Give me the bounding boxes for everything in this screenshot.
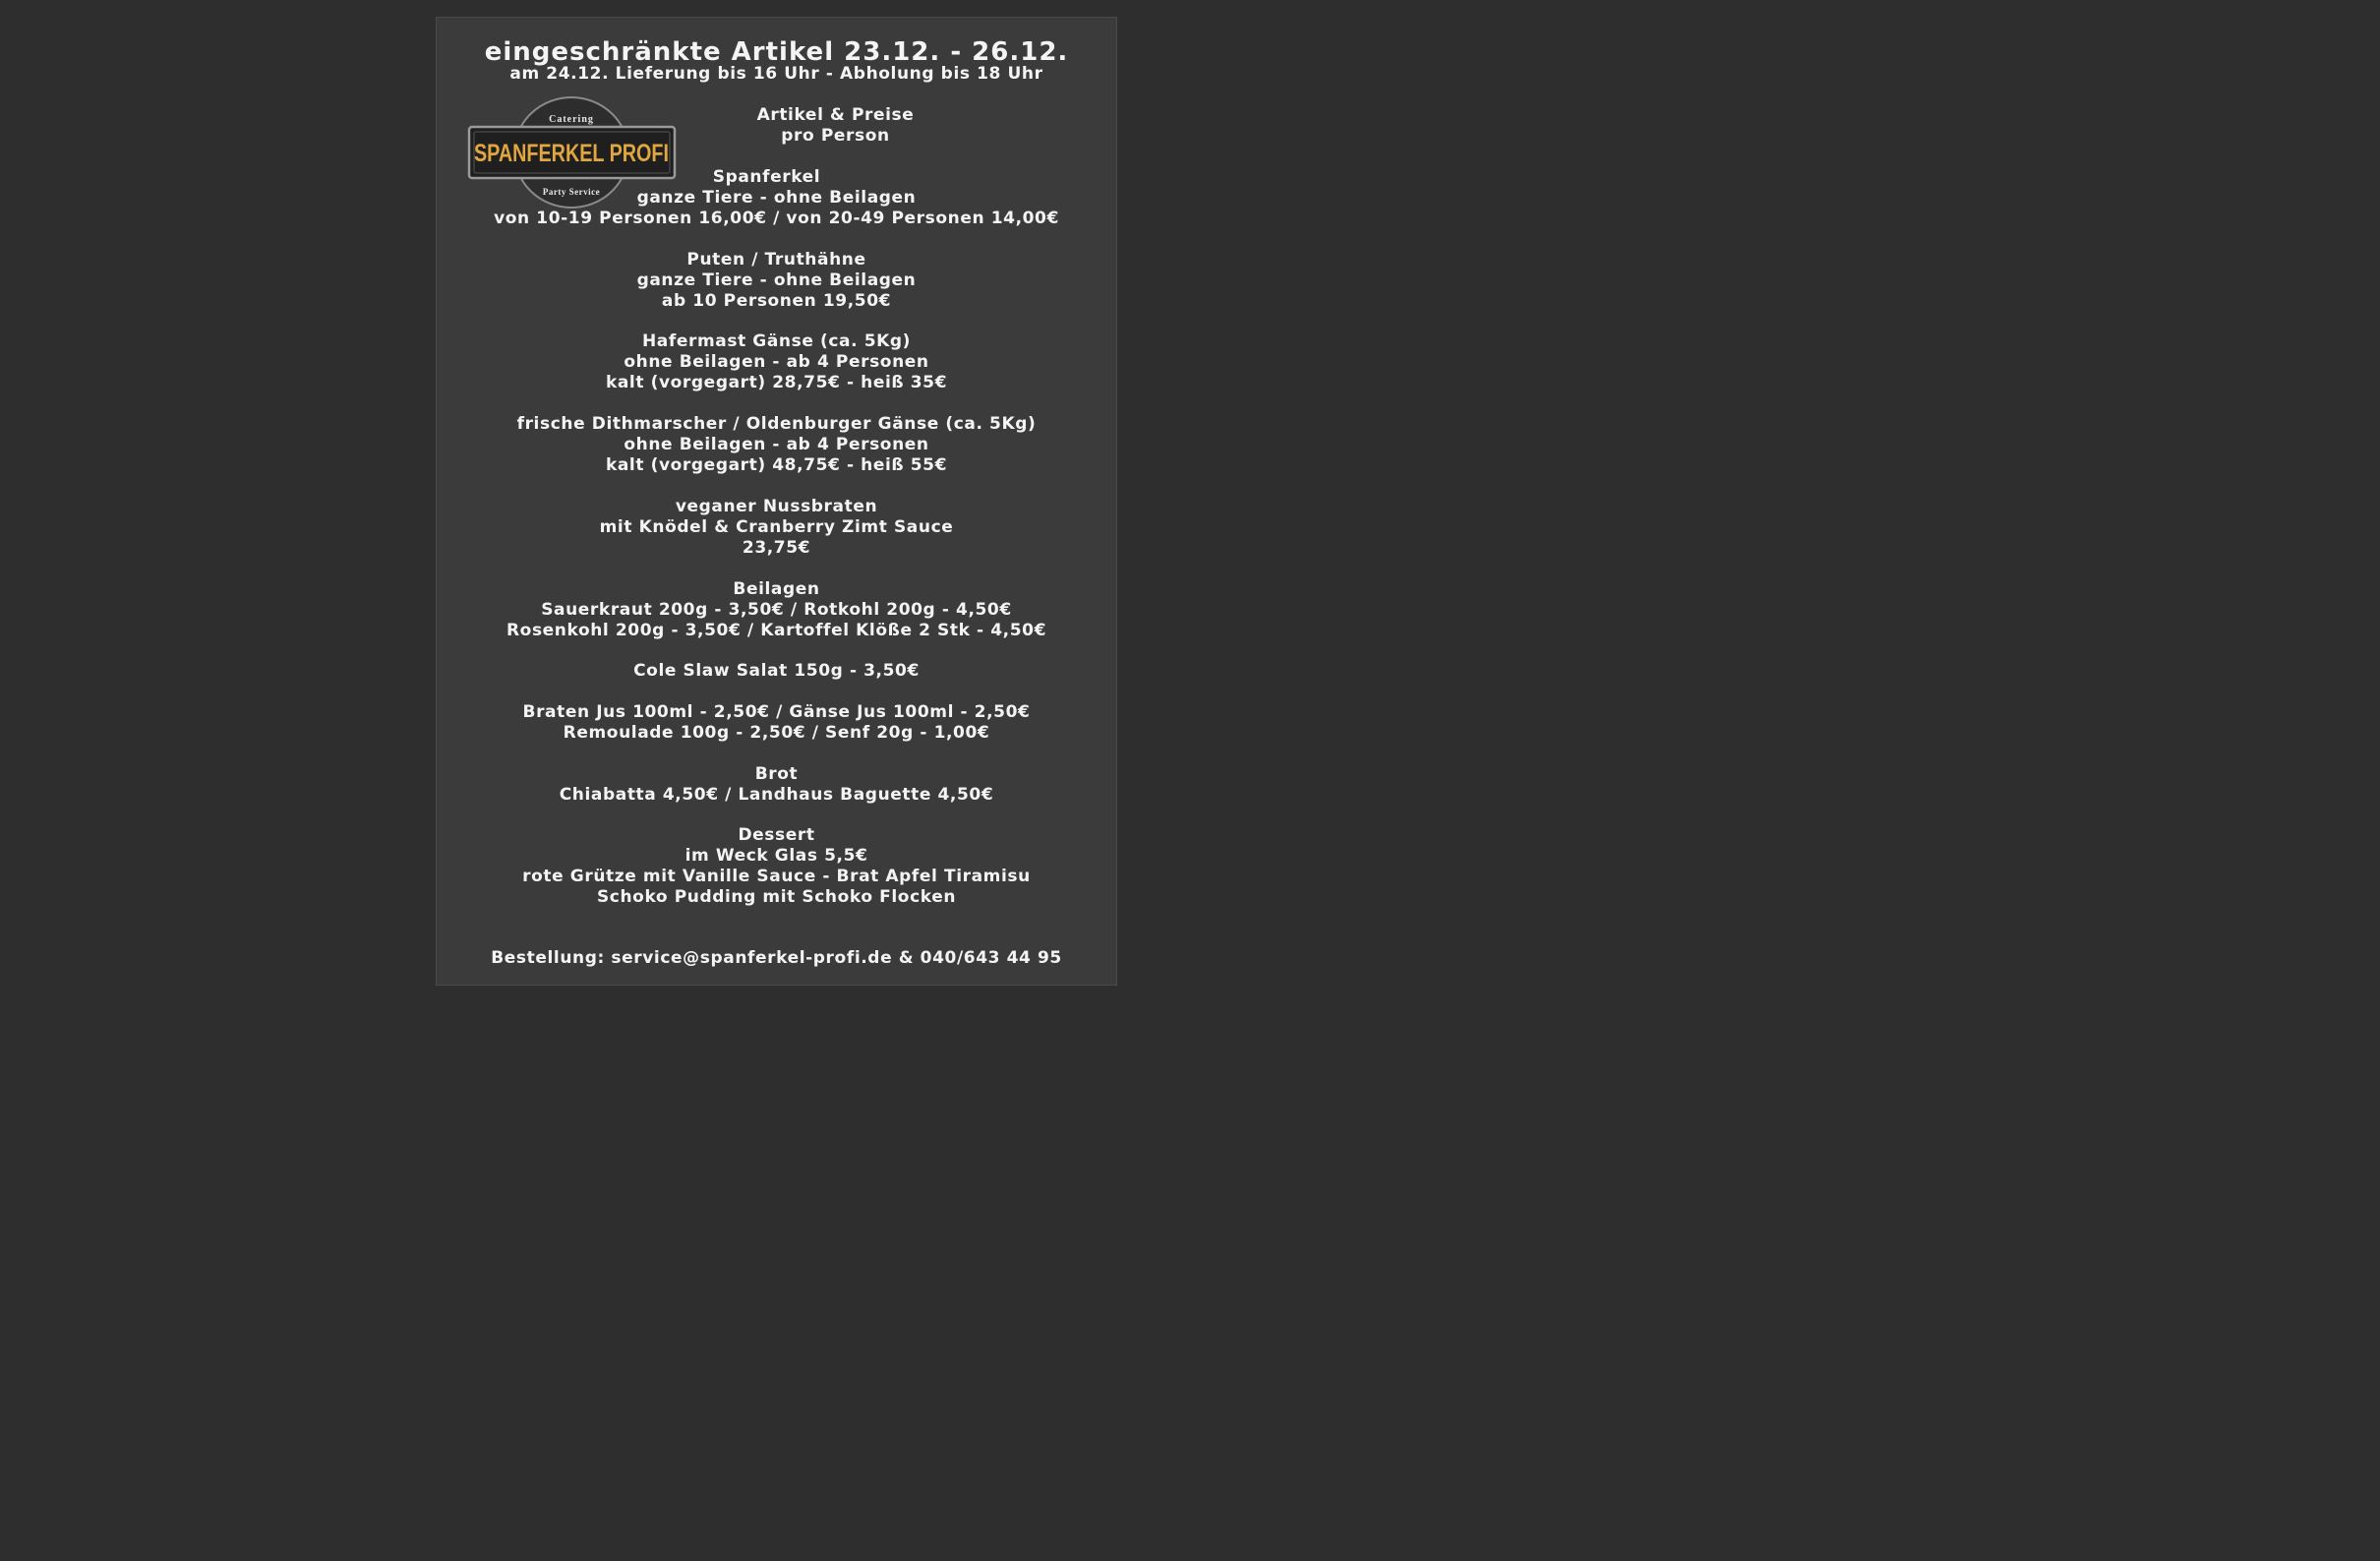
section-vegan-line-1: mit Knödel & Cranberry Zimt Sauce bbox=[599, 517, 954, 537]
section-puten-heading: Puten / Truthähne bbox=[686, 250, 866, 270]
menu-poster bbox=[436, 17, 1117, 986]
section-dessert-line-1: im Weck Glas 5,5€ bbox=[684, 846, 868, 866]
section-puten-line-1: ganze Tiere - ohne Beilagen bbox=[636, 270, 917, 290]
section-frische-line-1: ohne Beilagen - ab 4 Personen bbox=[624, 435, 929, 454]
intro-line-2: pro Person bbox=[781, 126, 890, 146]
section-brot-heading: Brot bbox=[754, 764, 799, 784]
section-frische-line-2: kalt (vorgegart) 48,75€ - heiß 55€ bbox=[605, 455, 948, 475]
section-dessert-heading: Dessert bbox=[738, 825, 815, 845]
logo-main-text: SPANFERKEL PROFI bbox=[474, 140, 669, 167]
section-vegan-heading: veganer Nussbraten bbox=[675, 497, 878, 516]
intro-line-1: Artikel & Preise bbox=[756, 105, 915, 125]
section-hafermast-line-1: ohne Beilagen - ab 4 Personen bbox=[624, 352, 929, 372]
section-frische-heading: frische Dithmarscher / Oldenburger Gänse (ca. 5Kg) bbox=[516, 414, 1037, 434]
section-hafermast-line-2: kalt (vorgegart) 28,75€ - heiß 35€ bbox=[605, 373, 948, 392]
section-coleslaw-line-1: Cole Slaw Salat 150g - 3,50€ bbox=[633, 661, 920, 681]
logo-catering-text: Catering bbox=[549, 114, 594, 125]
section-beilagen-line-2: Rosenkohl 200g - 3,50€ / Kartoffel Klöße 2 Stk - 4,50€ bbox=[506, 621, 1046, 640]
section-puten-line-2: ab 10 Personen 19,50€ bbox=[661, 291, 892, 311]
section-spanferkel-line-2: von 10-19 Personen 16,00€ / von 20-49 Personen 14,00€ bbox=[494, 209, 1059, 228]
section-beilagen-line-1: Sauerkraut 200g - 3,50€ / Rotkohl 200g - 4,50€ bbox=[541, 600, 1012, 620]
section-beilagen-heading: Beilagen bbox=[733, 579, 820, 599]
section-hafermast-heading: Hafermast Gänse (ca. 5Kg) bbox=[641, 331, 912, 351]
section-saucen-line-2: Remoulade 100g - 2,50€ / Senf 20g - 1,00€ bbox=[563, 723, 990, 743]
section-saucen-line-1: Braten Jus 100ml - 2,50€ / Gänse Jus 100ml - 2,50€ bbox=[522, 702, 1031, 722]
delivery-note: am 24.12. Lieferung bis 16 Uhr - Abholung bis 18 Uhr bbox=[509, 64, 1043, 84]
section-dessert-line-3: Schoko Pudding mit Schoko Flocken bbox=[596, 887, 957, 907]
logo-party-service-text: Party Service bbox=[542, 187, 601, 197]
order-contact: Bestellung: service@spanferkel-profi.de & 040/643 44 95 bbox=[491, 948, 1062, 968]
section-spanferkel-heading: Spanferkel bbox=[712, 167, 821, 187]
section-brot-line-1: Chiabatta 4,50€ / Landhaus Baguette 4,50€ bbox=[559, 785, 994, 805]
page-title: eingeschränkte Artikel 23.12. - 26.12. bbox=[484, 37, 1069, 67]
section-spanferkel-line-1: ganze Tiere - ohne Beilagen bbox=[636, 188, 917, 208]
section-vegan-line-2: 23,75€ bbox=[742, 538, 811, 558]
section-dessert-line-2: rote Grütze mit Vanille Sauce - Brat Apfel Tiramisu bbox=[522, 867, 1031, 886]
